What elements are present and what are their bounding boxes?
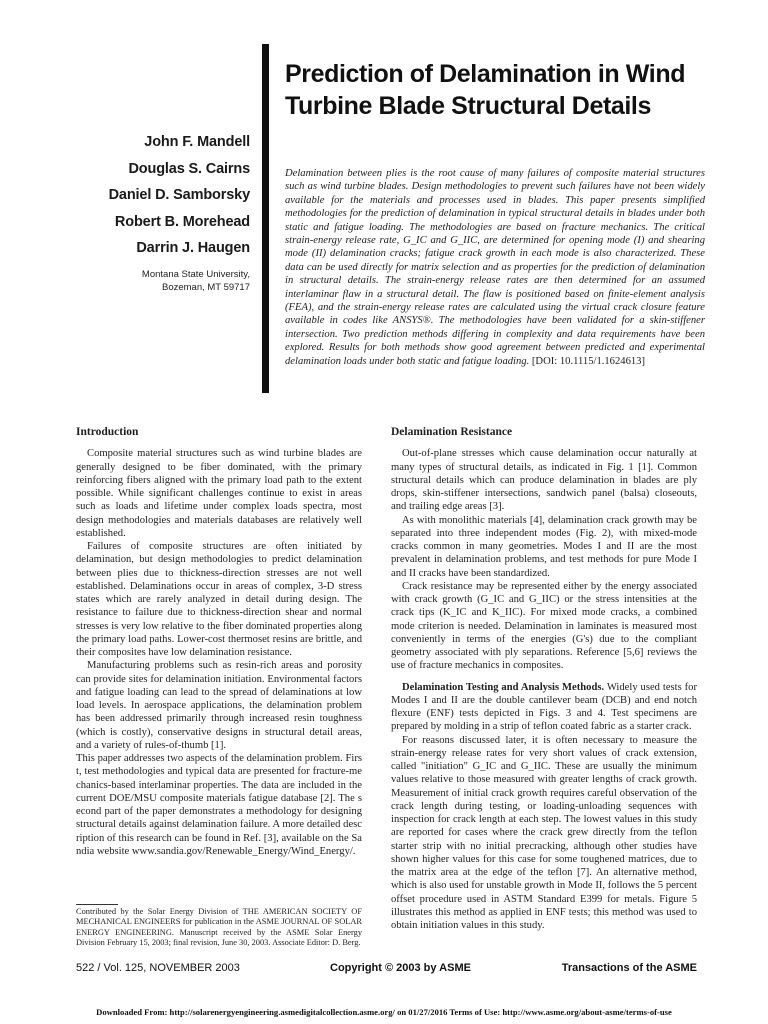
page-info: 522 / Vol. 125, NOVEMBER 2003 [76,962,240,974]
author-name: Robert B. Morehead [114,213,250,230]
journal-name: Transactions of the ASME [561,962,697,974]
doi: [DOI: 10.1115/1.1624613] [531,355,645,367]
section-heading-introduction: Introduction [76,426,139,438]
paper-title: Prediction of Delamination in Wind Turbine Blade Structural Details [285,60,686,120]
left-column [76,426,362,858]
author-name: Darrin J. Haugen [136,240,250,256]
subsection-text: Widely used tests for Modes I and II are the double cantilever beam (DCB) and end notch flexure (ENF) tests depicted in Figs. 3 and 4. Test specimens are prepared by molding in a strip of teflon coated fabric as a starter crack. [391,681,697,733]
footnote: Contributed by the Solar Energy Division of THE AMERICAN SOCIETY OF MECHANICAL ENGINEERS for publication in the ASME JOURNAL OF SOLAR ENERGY ENGINEERING. Manuscript received by the ASME Solar Energy Division February 15, 2003; final revision, June 30, 2003. Associate Editor: D. Berg. [76,907,362,948]
paragraph: Manufacturing problems such as resin-rich areas and porosity can provide sites for delamination initiation. Environmental factors and fatigue loading can lead to the spread of delaminations at low load levels. In aerospace applications, the delamination problem has been addressed primarily through increased resin toughness (which is costly), conservative designs in structural detail areas, and a variety of rules-of-thumb [1]. [76,660,362,751]
subsection-heading: Delamination Testing and Analysis Methods. [402,681,605,693]
paragraph: Out-of-plane stresses which cause delamination occur naturally at many types of structural details, as indicated in Fig. 1 [1]. Common structural details which can produce delamination in blades are ply drops, skin-stiffener intersections, sandwich panel (balsa) closeouts, and trailing edge areas [3]. [391,448,697,513]
abstract-text: Delamination between plies is the root cause of many failures of composite material structures such as wind turbine blades. Design methodologies to prevent such failures have not been widely available for the materials and processes used in blades. This paper presents simplified methodologies for the prediction of delamination in typical structural details in blades under both static and fatigue loading. The methodologies are based on fracture mechanics. The critical strain-energy release rate, G_IC and G_IIC, are determined for opening mode (I) and shearing mode (II) delamination cracks; fatigue crack growth in each mode is also characterized. These data can be used directly for matrix selection and as properties for the prediction of delamination in structural details. The strain-energy release rates are then determined for an assumed interlaminar flaw in a structural detail. The flaw is positioned based on finite-element analysis (FEA), and the strain-energy release rates are calculated using the virtual crack closure feature available in codes like ANSYS®. The methodologies have been validated for a skin-stiffener intersection. Two prediction methods differing in complexity and data requirements have been explored. Results for both methods show good agreement between predicted and experimental delamination loads under both static and fatigue loading. [285,168,705,367]
copyright: Copyright © 2003 by ASME [330,962,471,974]
footnote-rule [76,904,118,905]
subsection-paragraph [391,681,697,734]
paragraph: As with monolithic materials [4], delamination crack growth may be separated into three independent modes (Fig. 2), with mixed-mode cracks common in many geometries. Modes I and II are the most prevalent in delamination problems, and test methods for pure Mode I and II cracks have been standardized. [391,514,697,579]
download-notice: Downloaded From: http://solarenergyengineering.asmedigitalcollection.asme.org/ on 01/27/2016 Terms of Use: http://www.asme.org/about-asme/terms-of-use [96,1007,672,1017]
author-name: John F. Mandell [144,134,250,150]
abstract [285,167,705,368]
paragraph: Crack resistance may be represented either by the energy associated with crack growth (G_IC and G_IIC) or the stress intensities at the crack tips (K_IC and K_IIC). For mixed mode cracks, a combined mode criterion is needed. Delamination in laminates is measured most conveniently in terms of the energies (G's) due to the compliant geometry associated with ply separations. Reference [5,6] reviews the use of fracture mechanics in composites. [391,580,697,672]
author-name: Douglas S. Cairns [128,160,250,177]
right-column [391,426,697,932]
page-footer [76,962,697,978]
affiliation [60,268,250,294]
paragraph: This paper addresses two aspects of the delamination problem. First, test methodologies and typical data are presented for fracture-mechanics-based interlaminar properties. The data are included in the current DOE/MSU composite materials fatigue database [2]. The second part of the paper demonstrates a methodology for designing structural details against delamination failure. A more detailed description of this research can be found in Ref. [3], available on the Sandia website www.sandia.gov/Renewable_Energy/Wind_Energy/. [76,753,362,857]
affiliation-institution: Montana State University, [141,268,250,280]
paragraph: For reasons discussed later, it is often necessary to measure the strain-energy release rates for very short values of crack extension, called "initiation" G_IC and G_IIC. These are usually the minimum values relative to those measured with greater lengths of crack growth. Measurement of initial crack growth requires careful observation of the crack length during testing, or loading-unloading sequences with inspection for crack length at each step. The lowest values in this study are reported for cases where the crack grew directly from the teflon starter strip with no initial precracking, although other studies have shown higher values for this case for some toughened matrices, due to the matrix area at the edge of the teflon [7]. An alternative method, which is also used for unstable growth in Mode II, follows the 5 percent offset procedure used in ASTM Standard E399 for metals. Figure 5 illustrates this method as applied in ENF tests; this method was used to obtain initiation values in this study. [391,734,697,931]
paragraph: Composite material structures such as wind turbine blades are generally designed to be fiber dominated, with the primary reinforcing fibers aligned with the primary load path to the extent possible. While significant challenges continue to exist in areas such as loads and lifetime under complex loads spectra, most design methodologies and materials databases are relatively well established. [76,448,362,539]
section-heading-delamination-resistance: Delamination Resistance [391,426,513,438]
title-rule [262,44,269,393]
author-block [60,129,250,294]
paragraph: Failures of composite structures are often initiated by delamination, but design methodologies to predict delamination between plies due to thickness-direction stresses are not well established. Delaminations occur in areas of complex, 3-D stress states which are rarely analyzed in detail during design. The resistance to failure due to thickness-direction shear and normal stresses is very low relative to the fiber dominated properties along the primary load paths. Lower-cost thermoset resins are brittle, and their composites have low delamination resistance. [76,541,362,658]
affiliation-city: Bozeman, MT 59717 [161,281,250,293]
author-name: Daniel D. Samborsky [108,187,250,203]
